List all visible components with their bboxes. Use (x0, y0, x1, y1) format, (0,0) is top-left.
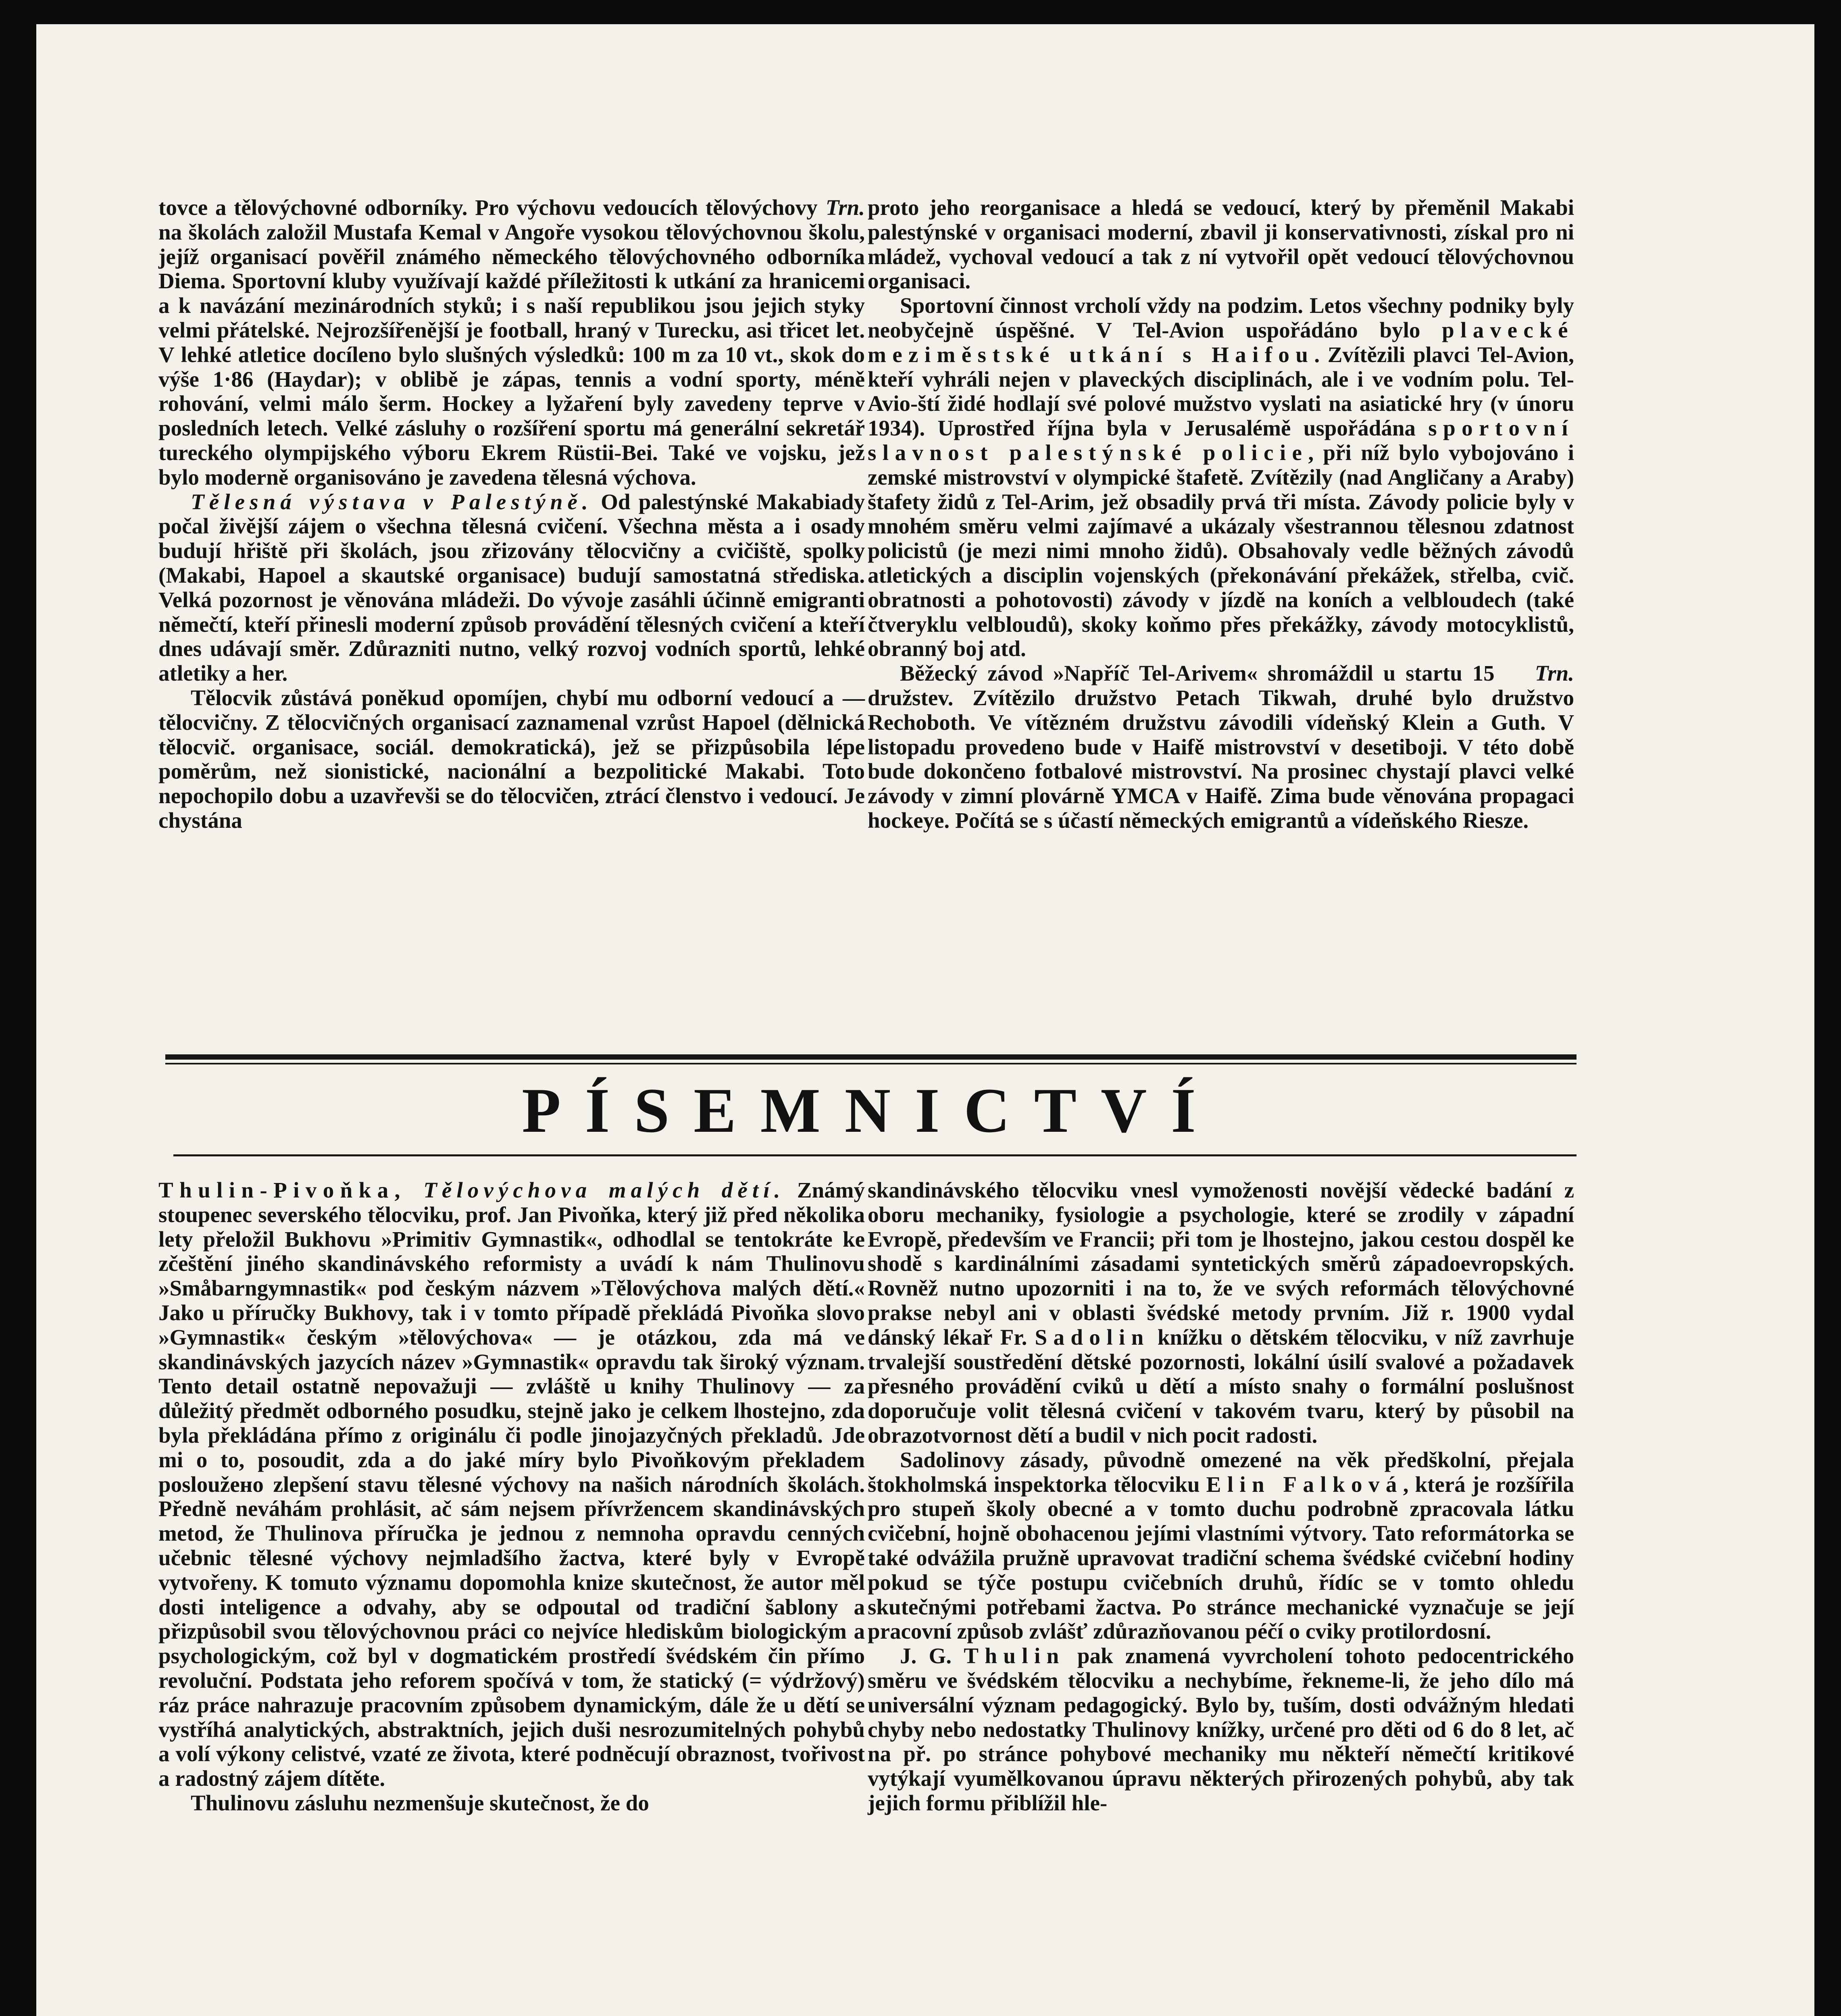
divider (173, 1154, 1577, 1156)
paragraph-text: proto jeho reorganisace a hledá se vedoucí, který by přeměnil Makabi palestýnské v organisaci moderní, zbavil ji konservativnosti, získal pro ni mládež, vychoval vedoucí a tak z ní vytvořil opět vedoucí tělovýchovnou organisaci. (868, 195, 1574, 294)
section-title: PÍSEMNICTVÍ (522, 1075, 1220, 1146)
paragraph-text: J. G. (900, 1643, 964, 1668)
column-bottom-left (158, 1178, 865, 1816)
spaced-text: sportovní slavnost palestýnské policie (868, 416, 1574, 465)
article-heading: Tělesná výstava v Palestýně. (191, 489, 593, 514)
paragraph (868, 294, 1574, 661)
paragraph-text: Tělocvik zůstává poněkud opomíjen, chybí mu odborní vedoucí a — tělocvičny. Z tělocvičných organisací zaznamenal vzrůst Hapoel (dělnická tělocvič. organisace, sociál. demokratická), jež se přizpůsobila lépe poměrům, než sionistické, nacionální a bezpolitické Makabi. Toto nepochopilo dobu a uzavřevši se do tělocvičen, ztrácí členstvo i vedoucí. Je chystána (158, 685, 865, 833)
paragraph-text: Od palestýnské Makabiady počal živější zájem o všechna tělesná cvičení. Všechna města a i osady budují hřiště při školách, jsou zřizovány tělocvičny a cvičiště, spolky (Makabi, Hapoel a skautské organisace) budují samostatná střediska. Velká pozornost je věnována mládeži. Do vývoje zasáhli účinně emigranti němečtí, kteří přinesli moderní způsob provádění tělesných cvičení a kteří dnes udávají směr. Zdůrazniti nutno, velký rozvoj vodních sportů, lehké atletiky a her. (158, 489, 865, 686)
paragraph (158, 686, 865, 833)
column-top-left (158, 196, 865, 833)
divider (165, 1063, 1577, 1064)
column-top-right (868, 196, 1574, 833)
spaced-text: Thulin (964, 1643, 1065, 1668)
paragraph-text: pak znamená vyvrcholení tohoto pedocentrického směru ve švédském tělocviku a nechybíme, řekneme-li, že jeho dílo má universální význam pedagogický. Bylo by, tuším, dosti odvážným hledati chyby nebo nedostatky Thulinovy knížky, určené pro děti od 6 do 8 let, ač na př. po stránce pohybové mechaniky mu někteří němečtí kritikové vytýkají vyumělkovanou úpravu některých přirozených pohybů, aby tak jejich formu přiblížil hle- (868, 1643, 1574, 1815)
paragraph-text: Známý stoupenec severského tělocviku, prof. Jan Pivoňka, který již před několika lety přeložil Bukhovu »Primitiv Gymnastik«, odhodlal se tentokráte ke zčeštění jiného skandinávského reformisty a uvádí k nám Thulinovu »Småbarngymnastik« pod českým názvem »Tělovýchova malých dětí.« Jako u příručky Bukhovy, tak i v tomto případě překládá Pivoňka slovo »Gymnastik« českým »tělovýchova« — je otázkou, zda má ve skandinávských jazycích název »Gymnastik« opravdu tak široký význam. Tento detail ostatně nepovažuji — zvláště u knihy Thulinovy — za důležitý předmět odborného posudku, stejně jako je celkem lhostejno, zda byla překládána přímo z originálu či podle jinojazyčných překladů. Jde mi o to, posoudit, zda a do jaké míry bylo Pivoňkovým překladem posloužено zlepšení stavu tělesné výchovy na našich národních školách. Předně neváhám prohlásit, ač sám nejsem přívržencem skandinávských metod, že Thulinova příručka je jednou z nemnoha opravdu cenných učebnic tělesné výchovy nejmladšího žactva, které byly v Evropě vytvořeny. K tomuto významu dopomohla knize skutečnost, že autor měl dosti inteligence a odvahy, aby se odpoutal od tradiční šablony a přizpůsobil svou tělovýchovnou práci co nejvíce hlediskům biologickým a psychologickým, což byl v dogmatickém prostředí švédském čin přímo revoluční. Podstata jeho reforem spočívá v tom, že statický (= výdržový) ráz práce nahrazuje pracovním způsobem dynamickým, dále že u dětí se vystříhá analytických, abstraktních, jejich duši nesrozumitelných pohybů a volí výkony celistvé, vzaté ze života, které podněcují obraznost, tvořivost a radostný zájem dítěte. (158, 1178, 865, 1791)
paragraph (868, 1178, 1574, 1448)
paragraph-text: skandinávského tělocviku vnesl vymoženosti novější vědecké badání z oboru mechaniky, fysiologie a psychologie, které se zrodily v západní Evropě, především ve Francii; při tom je lhostejno, jakou cestou dospěl ke shodě s kardinálními zásadami syntetických směrů západoevropských. Rovněž nutno upozorniti i na to, že ve svých reformách tělovýchovné prakse nebyl ani v oblasti švédské metody prvním. Již r. 1900 vydal dánský lékař Fr. (868, 1178, 1574, 1350)
paragraph-text: Sadolinovy zásady, původně omezené na věk předškolní, přejala štokholmská inspektorka tělocviku (868, 1447, 1574, 1497)
paragraph-text: Sportovní činnost vrcholí vždy na podzim. Letos všechny podniky byly neobyčejně úspěšné. V Tel-Avion uspořádáno bylo (868, 293, 1574, 342)
paragraph-text: tovce a tělovýchovné odborníky. Pro výchovu vedoucích tělovýchovy na školách založil Mustafa Kemal v Angoře vysokou tělovýchovnou školu, jejíž organisací pověřil známého německého tělovýchovného odborníka Diema. Sportovní kluby využívají každé příležitosti k utkání za hranicemi a k navázání mezinárodních styků; i s naší republikou jsou jejich styky velmi přátelské. Nejrozšířenější je football, hraný v Turecku, asi třicet let. V lehké atletice docíleno bylo slušných výsledků: 100 m za 10 vt., skok do výše 1·86 (Haydar); v oblibě je zápas, tennis a vodní sporty, méně rohování, velmi málo šerm. Hockey a lyžaření byly zavedeny teprve v posledních letech. Velké zásluhy o rozšíření sportu má generální sekretář tureckého olympijského výboru Ekrem Rüstii-Bei. Také ve vojsku, jež bylo moderně organisováno je zavedena tělesná výchova. (158, 195, 865, 489)
paragraph (868, 196, 1574, 294)
signature: Trn. (1535, 661, 1574, 686)
review-author: Thulin-Pivoňka, (158, 1178, 406, 1202)
paragraph-text: Běžecký závod »Napříč Tel-Arivem« shromáždil u startu 15 družstev. Zvítězilo družstvo Petach Tikwah, druhé bylo družstvo Rechoboth. Ve vítězném družstvu závodili vídeňský Klein a Guth. V listopadu provedeno bude v Haifě mistrovství v desetiboji. V této době bude dokončeno fotbalové mistrovství. Na prosinec chystají plavci velké závody v zimní plovárně YMCA v Haifě. Zima bude věnována propagaci hockeye. Počítá se s účastí německých emigrantů a vídeňského Riesze. (868, 661, 1574, 833)
divider (165, 1054, 1577, 1060)
spaced-text: Sadolin (1035, 1325, 1150, 1350)
column-bottom-right (868, 1178, 1574, 1816)
paragraph-text: . Zvítězili plavci Tel-Avion, kteří vyhráli nejen v plaveckých disciplinách, ale i ve vodním polu. Tel-Avio-ští židé hodlají své polové mužstvo vyslati na asiatické hry (v únoru 1934). Uprostřed října byla v Jerusalémě uspořádána (868, 342, 1574, 441)
page (36, 24, 1814, 2016)
spaced-text: Elin Falková (1206, 1472, 1403, 1497)
paragraph-text: , která je rozšířila pro stupeň školy obecné a v tomto duchu podrobně zpracovala látku cvičební, hojně obohacenou jejími vlastními výtvory. Tato reformátorka se také odvážila pružně upravovat tradiční schema švédské cvičební hodiny pokud se týče postupu cvičebních druhů, řídíc se v tomto ohledu skutečnými potřebami žactva. Po stránce mechanické vyznačuje se její pracovní způsob zvlášť zdůrazňovanou péčí o cviky protilordosní. (868, 1472, 1574, 1644)
paragraph (868, 661, 1574, 833)
signature: Trn. (825, 195, 865, 220)
paragraph (158, 196, 865, 490)
paragraph (868, 1448, 1574, 1644)
paragraph-text: knížku o dětském tělocviku, v níž zavrhuje trvalejší soustředění dětské pozornosti, lokální úsilí svalové a požadavek přesného provádění cviků u dětí a místo snahy o formální poslušnost doporučuje volit tělesná cvičení v takovém tvaru, který by působil na obrazotvornost dětí a budil v nich pocit radosti. (868, 1325, 1574, 1447)
spaced-text: plavecké meziměstské utkání s Haifou (868, 317, 1574, 367)
paragraph (868, 1644, 1574, 1816)
paragraph (158, 1178, 865, 1791)
paragraph (158, 1791, 865, 1816)
paragraph-text: , při níž bylo vybojováno i zemské mistrovství v olympické štafetě. Zvítězily (nad Angličany a Araby) štafety židů z Tel-Arim, jež obsadily prvá tři místa. Závody policie byly v mnohém směru velmi zajímavé a ukázaly všestrannou tělesnou zdatnost policistů (je mezi nimi mnoho židů). Obsahovaly vedle běžných závodů atletických a disciplin vojenských (překonávání překážek, střelba, cvič. obratnosti a pohotovosti) závody v jízdě na koních a velbloudech (také čtveryklu velbloudů), skoky koňmo přes překážky, závody motocyklistů, obranný boj atd. (868, 440, 1574, 661)
review-title: Tělovýchova malých dětí. (406, 1178, 785, 1202)
paragraph-text: Thulinovu zásluhu nezmenšuje skutečnost, že do (191, 1790, 649, 1815)
paragraph (158, 490, 865, 686)
